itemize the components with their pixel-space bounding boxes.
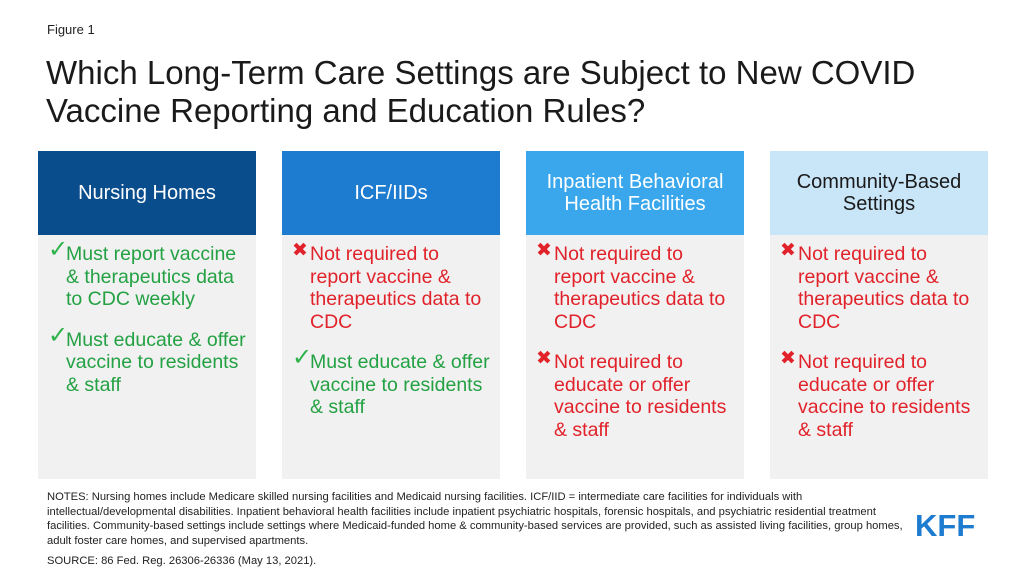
column-icf-iids: [282, 151, 500, 479]
list-item: [780, 348, 978, 441]
column-header: ICF/IIDs: [282, 151, 500, 235]
list-item: [48, 321, 246, 397]
column-nursing-homes: [38, 151, 256, 479]
x-mark-icon: ✖: [780, 240, 796, 261]
column-header: Community-Based Settings: [770, 151, 988, 235]
item-text: Not required to report vaccine & therapeutics data to CDC: [554, 243, 726, 333]
x-mark-icon: ✖: [780, 348, 796, 369]
item-text: Not required to educate or offer vaccine to residents & staff: [798, 351, 971, 441]
column-inpatient-behavioral: [526, 151, 744, 479]
column-body: [770, 235, 988, 479]
item-text: Not required to report vaccine & therapeutics data to CDC: [310, 243, 482, 333]
source-text: SOURCE: 86 Fed. Reg. 26306-26336 (May 13, 2021).: [47, 555, 317, 567]
checkmark-icon: ✓: [48, 321, 69, 349]
list-item: [48, 236, 246, 311]
item-text: Not required to educate or offer vaccine to residents & staff: [554, 351, 727, 441]
item-text: Must report vaccine & therapeutics data to CDC weekly: [66, 243, 237, 310]
column-body: [526, 235, 744, 479]
kff-logo: KFF: [915, 508, 976, 543]
column-community-based: [770, 151, 988, 479]
item-text: Must educate & offer vaccine to residents & staff: [66, 328, 246, 396]
list-item: [536, 240, 734, 333]
notes-text: NOTES: Nursing homes include Medicare skilled nursing facilities and Medicaid nursing facilities. ICF/IID = intermediate care facilities for individuals with intellectual/developmental disabilities. Inpatient behavioral health facilities include inpatient psychiatric hospitals, forensic hospitals, and psychiatric residential treatment facilities. Community-based settings include settings where Medicaid-funded home & community-based services are provided, such as assisted living facilities, group homes, adult foster care homes, and supervised apartments.: [47, 491, 903, 547]
list-item: [536, 348, 734, 441]
x-mark-icon: ✖: [536, 240, 552, 261]
column-header: Nursing Homes: [38, 151, 256, 235]
list-item: [292, 344, 490, 419]
item-text: Not required to report vaccine & therapeutics data to CDC: [798, 243, 970, 333]
column-body: [282, 235, 500, 479]
list-item: [292, 240, 490, 333]
list-item: [780, 240, 978, 333]
x-mark-icon: ✖: [292, 240, 308, 261]
item-text: Must educate & offer vaccine to residents & staff: [310, 351, 490, 418]
checkmark-icon: ✓: [48, 236, 69, 263]
checkmark-icon: ✓: [292, 344, 313, 371]
page-title: Which Long-Term Care Settings are Subject to New COVID Vaccine Reporting and Education Rules?: [46, 54, 916, 129]
figure-label: Figure 1: [47, 22, 95, 37]
x-mark-icon: ✖: [536, 348, 552, 369]
column-body: [38, 235, 256, 479]
column-header: Inpatient Behavioral Health Facilities: [526, 151, 744, 235]
